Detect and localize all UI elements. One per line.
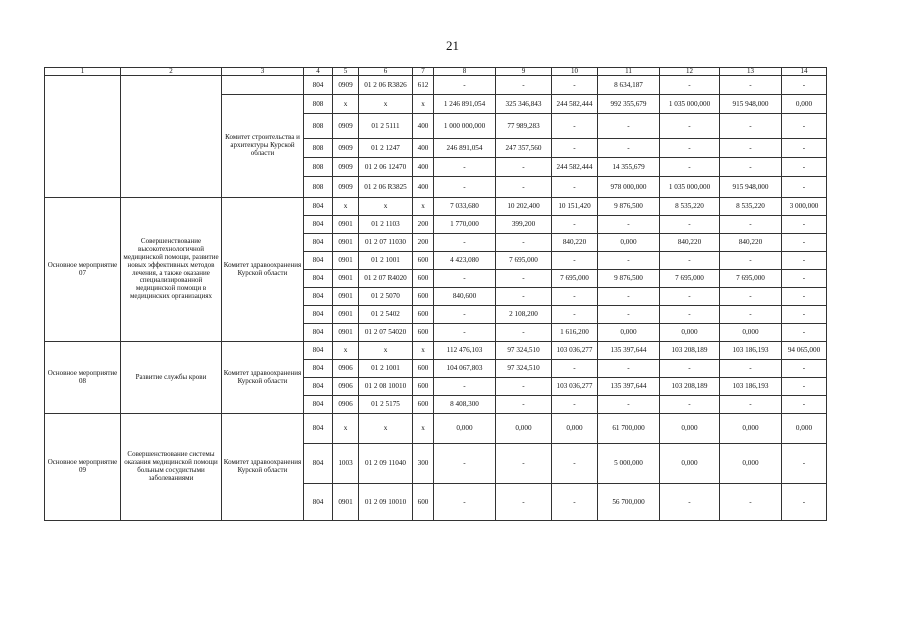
table-cell: - xyxy=(496,444,552,484)
table-cell: 7 695,000 xyxy=(660,270,720,288)
table-cell: 0,000 xyxy=(496,414,552,444)
table-cell: 0909 xyxy=(333,177,359,198)
table-cell: 94 065,000 xyxy=(782,342,827,360)
table-cell: - xyxy=(598,306,660,324)
page-number: 21 xyxy=(446,38,459,53)
table-cell: 10 202,400 xyxy=(496,198,552,216)
table-cell: 135 397,644 xyxy=(598,378,660,396)
table-cell: 103 186,193 xyxy=(720,378,782,396)
table-cell: - xyxy=(720,76,782,95)
table-cell: 77 989,283 xyxy=(496,114,552,139)
table-cell: - xyxy=(496,158,552,177)
table-cell: 0909 xyxy=(333,139,359,158)
table-cell: 01 2 09 11040 xyxy=(359,444,413,484)
table-cell: - xyxy=(660,396,720,414)
header-cell: 8 xyxy=(434,68,496,76)
table-cell: 01 2 07 54020 xyxy=(359,324,413,342)
table-cell: - xyxy=(782,360,827,378)
table-cell: 600 xyxy=(413,360,434,378)
table-cell: - xyxy=(782,324,827,342)
table-cell: - xyxy=(598,252,660,270)
table-cell: - xyxy=(434,306,496,324)
table-cell: - xyxy=(496,288,552,306)
table-cell: - xyxy=(434,270,496,288)
table-cell: 7 695,000 xyxy=(496,252,552,270)
table-cell: - xyxy=(598,216,660,234)
table-cell: 97 324,510 xyxy=(496,360,552,378)
table-cell: - xyxy=(782,234,827,252)
table-cell: 200 xyxy=(413,234,434,252)
table-cell: - xyxy=(598,288,660,306)
table-cell: - xyxy=(782,252,827,270)
table-cell xyxy=(121,76,222,198)
table-cell: - xyxy=(496,484,552,521)
table-cell: 400 xyxy=(413,177,434,198)
table-cell: 400 xyxy=(413,114,434,139)
table-cell: 104 067,803 xyxy=(434,360,496,378)
table-cell: 612 xyxy=(413,76,434,95)
header-cell: 7 xyxy=(413,68,434,76)
table-cell: - xyxy=(660,76,720,95)
table-cell: - xyxy=(782,216,827,234)
table-cell: - xyxy=(496,270,552,288)
table-cell: - xyxy=(782,76,827,95)
table-cell: 01 2 5070 xyxy=(359,288,413,306)
table-cell: 01 2 5111 xyxy=(359,114,413,139)
table-row xyxy=(45,198,827,216)
table-cell: 0901 xyxy=(333,484,359,521)
table-cell: 1003 xyxy=(333,444,359,484)
table-cell: - xyxy=(720,216,782,234)
table-cell: 840,220 xyxy=(720,234,782,252)
header-row xyxy=(45,68,827,76)
table-cell xyxy=(45,76,121,198)
table-cell: 804 xyxy=(304,378,333,396)
table-cell: 0901 xyxy=(333,270,359,288)
table-cell: 4 423,080 xyxy=(434,252,496,270)
table-cell: - xyxy=(782,158,827,177)
table-cell: 804 xyxy=(304,360,333,378)
table-cell: - xyxy=(552,139,598,158)
measure-description: Совершенствование системы оказания медицинской помощи больным сосудистыми заболеваниями xyxy=(121,414,222,521)
table-cell: 247 357,560 xyxy=(496,139,552,158)
table-cell: - xyxy=(552,360,598,378)
table-cell: 112 476,103 xyxy=(434,342,496,360)
table-cell: - xyxy=(720,114,782,139)
table-cell: 400 xyxy=(413,139,434,158)
table-cell: - xyxy=(496,234,552,252)
table-cell: 3 000,000 xyxy=(782,198,827,216)
table-cell: - xyxy=(552,306,598,324)
table-cell: 804 xyxy=(304,324,333,342)
table-cell xyxy=(222,76,304,95)
table-cell: 0,000 xyxy=(782,414,827,444)
table-cell: 0,000 xyxy=(720,324,782,342)
budget-table xyxy=(44,67,827,521)
table-cell: 0,000 xyxy=(660,324,720,342)
table-cell: 0901 xyxy=(333,252,359,270)
table-cell: 01 2 09 10010 xyxy=(359,484,413,521)
table-cell: 600 xyxy=(413,252,434,270)
table-cell: - xyxy=(782,177,827,198)
table-cell: 804 xyxy=(304,216,333,234)
table-cell: 804 xyxy=(304,396,333,414)
table-cell: 400 xyxy=(413,158,434,177)
header-cell: 10 xyxy=(552,68,598,76)
table-cell: 8 408,300 xyxy=(434,396,496,414)
table-cell: 808 xyxy=(304,177,333,198)
responsible-executor: Комитет здравоохранения Курской области xyxy=(222,414,304,521)
table-cell: - xyxy=(782,288,827,306)
table-cell: - xyxy=(496,378,552,396)
table-cell: x xyxy=(333,95,359,114)
header-cell: 14 xyxy=(782,68,827,76)
table-cell: - xyxy=(552,484,598,521)
table-cell: 103 036,277 xyxy=(552,378,598,396)
table-cell: 61 700,000 xyxy=(598,414,660,444)
table-cell: 5 000,000 xyxy=(598,444,660,484)
table-cell: - xyxy=(434,234,496,252)
table-cell: 600 xyxy=(413,378,434,396)
table-row xyxy=(45,76,827,95)
table-cell: 01 2 06 R3825 xyxy=(359,177,413,198)
table-cell: 01 2 07 11030 xyxy=(359,234,413,252)
table-cell: - xyxy=(782,484,827,521)
table-row xyxy=(45,342,827,360)
table-cell: - xyxy=(552,444,598,484)
table-cell: - xyxy=(660,360,720,378)
table-cell: - xyxy=(552,114,598,139)
table-cell: 2 108,200 xyxy=(496,306,552,324)
header-cell: 11 xyxy=(598,68,660,76)
measure-description: Развитие службы крови xyxy=(121,342,222,414)
table-cell: 01 2 5402 xyxy=(359,306,413,324)
table-cell: 9 876,500 xyxy=(598,198,660,216)
responsible-executor: Комитет здравоохранения Курской области xyxy=(222,342,304,414)
table-cell: 7 033,680 xyxy=(434,198,496,216)
table-cell: 1 035 000,000 xyxy=(660,95,720,114)
table-cell: 1 246 891,054 xyxy=(434,95,496,114)
header-cell: 5 xyxy=(333,68,359,76)
table-cell: 840,220 xyxy=(660,234,720,252)
table-cell: 804 xyxy=(304,342,333,360)
table-cell: - xyxy=(552,216,598,234)
table-cell: 244 582,444 xyxy=(552,95,598,114)
table-cell: - xyxy=(496,396,552,414)
table-cell: 0,000 xyxy=(782,95,827,114)
table-cell: - xyxy=(552,252,598,270)
table-cell: 804 xyxy=(304,198,333,216)
table-cell: 01 2 08 10010 xyxy=(359,378,413,396)
table-cell: - xyxy=(598,139,660,158)
table-cell: 915 948,000 xyxy=(720,177,782,198)
responsible-executor: Комитет здравоохранения Курской области xyxy=(222,198,304,342)
table-cell: 600 xyxy=(413,324,434,342)
table-cell: - xyxy=(660,139,720,158)
table-cell: - xyxy=(782,270,827,288)
table-cell: 103 186,193 xyxy=(720,342,782,360)
header-cell: 2 xyxy=(121,68,222,76)
table-cell: 8 634,187 xyxy=(598,76,660,95)
table-cell: 103 208,189 xyxy=(660,378,720,396)
table-cell: x xyxy=(359,95,413,114)
table-cell: 103 036,277 xyxy=(552,342,598,360)
table-cell: - xyxy=(434,76,496,95)
table-cell: - xyxy=(598,360,660,378)
table-cell: - xyxy=(660,484,720,521)
table-cell: - xyxy=(720,484,782,521)
header-cell: 12 xyxy=(660,68,720,76)
table-cell: 0,000 xyxy=(598,234,660,252)
table-cell: 325 346,843 xyxy=(496,95,552,114)
table-cell: 97 324,510 xyxy=(496,342,552,360)
table-body xyxy=(45,68,827,521)
table-cell: x xyxy=(333,198,359,216)
table-cell: 978 000,000 xyxy=(598,177,660,198)
table-cell: 915 948,000 xyxy=(720,95,782,114)
table-cell: 14 355,679 xyxy=(598,158,660,177)
table-cell: 0901 xyxy=(333,216,359,234)
table-cell: - xyxy=(434,177,496,198)
table-cell: 246 891,054 xyxy=(434,139,496,158)
table-cell: - xyxy=(660,306,720,324)
table-cell: 0901 xyxy=(333,306,359,324)
table-cell: 808 xyxy=(304,139,333,158)
table-cell: x xyxy=(359,414,413,444)
table-cell: 804 xyxy=(304,234,333,252)
table-cell: 1 770,000 xyxy=(434,216,496,234)
table-cell: - xyxy=(720,288,782,306)
table-cell: 0901 xyxy=(333,324,359,342)
table-cell: 244 582,444 xyxy=(552,158,598,177)
table-cell: 0,000 xyxy=(720,444,782,484)
table-cell: - xyxy=(598,396,660,414)
table-cell: 01 2 07 R4020 xyxy=(359,270,413,288)
table-cell: - xyxy=(782,306,827,324)
table-cell: - xyxy=(720,139,782,158)
table-cell: - xyxy=(782,139,827,158)
header-cell: 4 xyxy=(304,68,333,76)
table-cell: - xyxy=(720,360,782,378)
table-cell: - xyxy=(782,114,827,139)
header-cell: 1 xyxy=(45,68,121,76)
table-cell: x xyxy=(333,414,359,444)
table-cell: 600 xyxy=(413,306,434,324)
table-cell: 8 535,220 xyxy=(720,198,782,216)
table-cell: x xyxy=(333,342,359,360)
table-cell: - xyxy=(782,396,827,414)
measure-description: Совершенствование высокотехнологичной медицинской помощи, развитие новых эффективных методов лечения, а также оказание специализированной медицинской помощи в медицинских организациях xyxy=(121,198,222,342)
table-cell: - xyxy=(552,396,598,414)
table-cell: 600 xyxy=(413,484,434,521)
table-cell: 804 xyxy=(304,484,333,521)
table-cell: 0909 xyxy=(333,114,359,139)
table-cell: 200 xyxy=(413,216,434,234)
table-cell: 1 035 000,000 xyxy=(660,177,720,198)
table-row xyxy=(45,414,827,444)
table-cell: 0,000 xyxy=(720,414,782,444)
table-cell: 808 xyxy=(304,114,333,139)
table-cell: 840,600 xyxy=(434,288,496,306)
table-cell: 0906 xyxy=(333,396,359,414)
table-cell: x xyxy=(359,198,413,216)
table-cell: - xyxy=(660,252,720,270)
table-cell: - xyxy=(434,444,496,484)
table-cell: - xyxy=(660,158,720,177)
table-cell: 0,000 xyxy=(598,324,660,342)
table-cell: 804 xyxy=(304,252,333,270)
table-cell: x xyxy=(413,198,434,216)
table-cell: 0906 xyxy=(333,378,359,396)
table-cell: 1 616,200 xyxy=(552,324,598,342)
table-cell: 840,220 xyxy=(552,234,598,252)
table-cell: 804 xyxy=(304,444,333,484)
table-cell: x xyxy=(413,414,434,444)
table-cell: - xyxy=(552,288,598,306)
table-cell: 9 876,500 xyxy=(598,270,660,288)
table-cell: 01 2 5175 xyxy=(359,396,413,414)
responsible-executor: Комитет строительства и архитектуры Курской области xyxy=(222,95,304,198)
header-cell: 6 xyxy=(359,68,413,76)
table-cell: 10 151,420 xyxy=(552,198,598,216)
table-cell: - xyxy=(598,114,660,139)
table-cell: 01 2 1001 xyxy=(359,252,413,270)
table-cell: 0,000 xyxy=(660,414,720,444)
table-cell: 7 695,000 xyxy=(552,270,598,288)
table-cell: 135 397,644 xyxy=(598,342,660,360)
table-cell: 808 xyxy=(304,158,333,177)
table-cell: 808 xyxy=(304,95,333,114)
table-cell: - xyxy=(434,484,496,521)
table-cell: x xyxy=(359,342,413,360)
table-cell: - xyxy=(552,177,598,198)
header-cell: 3 xyxy=(222,68,304,76)
table-cell: 01 2 06 12470 xyxy=(359,158,413,177)
measure-name: Основное мероприятие 09 xyxy=(45,414,121,521)
table-cell: - xyxy=(720,158,782,177)
table-cell: - xyxy=(552,76,598,95)
table-cell: 01 2 1103 xyxy=(359,216,413,234)
table-cell: 804 xyxy=(304,414,333,444)
table-cell: x xyxy=(413,95,434,114)
table-cell: 0901 xyxy=(333,288,359,306)
table-cell: 56 700,000 xyxy=(598,484,660,521)
table-cell: - xyxy=(434,158,496,177)
table-cell: - xyxy=(782,378,827,396)
table-cell: - xyxy=(434,378,496,396)
table-cell: 0,000 xyxy=(552,414,598,444)
table-cell: 01 2 1001 xyxy=(359,360,413,378)
table-cell: 0901 xyxy=(333,234,359,252)
table-cell: 0906 xyxy=(333,360,359,378)
table-cell: 300 xyxy=(413,444,434,484)
table-cell: - xyxy=(782,444,827,484)
table-cell: 0909 xyxy=(333,158,359,177)
table-cell: 01 2 06 R3826 xyxy=(359,76,413,95)
table-cell: - xyxy=(496,76,552,95)
table-cell: x xyxy=(413,342,434,360)
table-cell: 1 000 000,000 xyxy=(434,114,496,139)
table-cell: 103 208,189 xyxy=(660,342,720,360)
table-cell: - xyxy=(434,324,496,342)
table-cell: - xyxy=(660,216,720,234)
measure-name: Основное мероприятие 08 xyxy=(45,342,121,414)
table-cell: 804 xyxy=(304,76,333,95)
table-cell: - xyxy=(660,288,720,306)
table-cell: 399,200 xyxy=(496,216,552,234)
header-cell: 13 xyxy=(720,68,782,76)
table-cell: - xyxy=(496,177,552,198)
table-cell: 0,000 xyxy=(434,414,496,444)
table-cell: 0,000 xyxy=(660,444,720,484)
table-cell: 8 535,220 xyxy=(660,198,720,216)
table-cell: - xyxy=(496,324,552,342)
header-cell: 9 xyxy=(496,68,552,76)
table-cell: - xyxy=(720,306,782,324)
table-cell: - xyxy=(720,396,782,414)
table-cell: 992 355,679 xyxy=(598,95,660,114)
table-cell: 600 xyxy=(413,396,434,414)
table-cell: 01 2 1247 xyxy=(359,139,413,158)
table-cell: - xyxy=(660,114,720,139)
table-cell: - xyxy=(720,252,782,270)
table-cell: 600 xyxy=(413,270,434,288)
table-cell: 600 xyxy=(413,288,434,306)
table-cell: 804 xyxy=(304,270,333,288)
table-cell: 0909 xyxy=(333,76,359,95)
table-cell: 7 695,000 xyxy=(720,270,782,288)
measure-name: Основное мероприятие 07 xyxy=(45,198,121,342)
table-cell: 804 xyxy=(304,288,333,306)
table-cell: 804 xyxy=(304,306,333,324)
